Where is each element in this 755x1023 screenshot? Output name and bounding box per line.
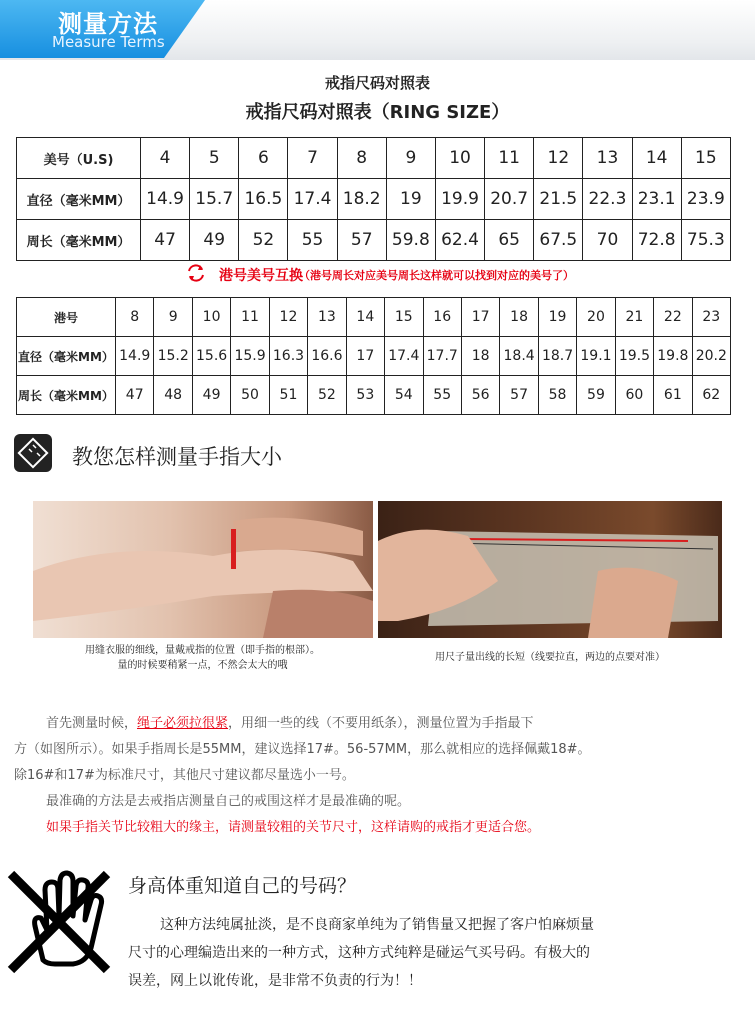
table-cell: 70 (583, 220, 632, 261)
table-cell: 16 (423, 298, 461, 337)
section-header (0, 0, 755, 60)
table-cell: 13 (308, 298, 346, 337)
photo-finger-thread (33, 501, 373, 638)
table-cell: 17.7 (423, 337, 461, 376)
instruction-line-2: 方（如图所示）。如果手指周长是55MM，建议选择17#。56-57MM，那么就相应的选择佩戴18#。 (14, 742, 591, 757)
table-cell: 19 (386, 179, 435, 220)
caption-left-2: 量的时候要稍紧一点，不然会太大的哦 (117, 660, 288, 671)
table-cell: 19.5 (615, 337, 653, 376)
table-cell: 4 (141, 138, 190, 179)
row-label: 直径（毫米MM） (17, 337, 116, 376)
no-hand-icon (5, 868, 113, 976)
table-cell: 62 (692, 376, 730, 415)
table-cell: 21.5 (534, 179, 583, 220)
warning-line-2: 尺寸的心理编造出来的一种方式，这种方式纯粹是碰运气买号码。有极大的 (128, 945, 590, 961)
hk-size-table (16, 297, 731, 415)
table-cell: 7 (288, 138, 337, 179)
table-cell: 23.1 (632, 179, 681, 220)
table-row (17, 298, 731, 337)
row-label: 周长（毫米MM） (17, 376, 116, 415)
table-row (17, 376, 731, 415)
table-cell: 55 (423, 376, 461, 415)
table-cell: 48 (154, 376, 192, 415)
table-cell: 19.8 (654, 337, 692, 376)
table-cell: 6 (239, 138, 288, 179)
table-cell: 19.1 (577, 337, 615, 376)
table-cell: 12 (269, 298, 307, 337)
table-row (17, 138, 731, 179)
table-cell: 14.9 (116, 337, 154, 376)
table-cell: 21 (615, 298, 653, 337)
table-cell: 17.4 (385, 337, 423, 376)
table-cell: 18.2 (337, 179, 386, 220)
ruler-icon (14, 434, 52, 472)
caption-left-1: 用缝衣服的细线，量戴戒指的位置（即手指的根部）。 (85, 645, 320, 656)
table-cell: 51 (269, 376, 307, 415)
instruction-line-1a: 首先测量时候， (46, 716, 138, 731)
instruction-highlight: 绳子必须拉很紧 (137, 716, 229, 731)
table-cell: 17 (461, 298, 499, 337)
chart-title-ring-size: 戒指尺码对照表（RING SIZE） (245, 102, 510, 123)
table-cell: 49 (192, 376, 230, 415)
table-cell: 15.6 (192, 337, 230, 376)
instruction-line-1c: ，用细一些的线（不要用纸条），测量位置为手指最下 (228, 716, 534, 731)
table-cell: 17.4 (288, 179, 337, 220)
table-cell: 20.2 (692, 337, 730, 376)
table-cell: 14 (632, 138, 681, 179)
table-cell: 23 (692, 298, 730, 337)
table-cell: 15.9 (231, 337, 269, 376)
table-cell: 65 (485, 220, 534, 261)
warning-line-1: 这种方法纯属扯淡，是不良商家单纯为了销售量又把握了客户怕麻烦量 (160, 917, 594, 933)
table-cell: 60 (615, 376, 653, 415)
us-size-table (16, 137, 731, 261)
table-cell: 75.3 (681, 220, 730, 261)
table-cell: 14 (346, 298, 384, 337)
table-cell: 23.9 (681, 179, 730, 220)
table-cell: 15 (681, 138, 730, 179)
chart-title: 戒指尺码对照表 (324, 74, 430, 92)
table-cell: 19.9 (435, 179, 484, 220)
table-cell: 18.4 (500, 337, 538, 376)
instruction-line-3: 除16#和17#为标准尺寸，其他尺寸建议都尽量选小一号。 (14, 768, 355, 783)
table-cell: 22 (654, 298, 692, 337)
row-label: 美号（U.S) (17, 138, 141, 179)
table-cell: 16.5 (239, 179, 288, 220)
table-cell: 52 (308, 376, 346, 415)
table-cell: 62.4 (435, 220, 484, 261)
table-cell: 5 (190, 138, 239, 179)
table-cell: 19 (538, 298, 576, 337)
how-to-title: 教您怎样测量手指大小 (72, 445, 282, 469)
photo-ruler-measure (378, 501, 722, 638)
size-swap-note (185, 262, 585, 286)
warning-title: 身高体重知道自己的号码？ (128, 875, 357, 897)
table-cell: 57 (500, 376, 538, 415)
caption-right: 用尺子量出线的长短（线要拉直，两边的点要对准） (435, 652, 665, 663)
table-cell: 9 (154, 298, 192, 337)
table-cell: 54 (385, 376, 423, 415)
table-cell: 17 (346, 337, 384, 376)
table-cell: 57 (337, 220, 386, 261)
table-cell: 16.3 (269, 337, 307, 376)
table-cell: 8 (116, 298, 154, 337)
table-cell: 16.6 (308, 337, 346, 376)
warning-line-3: 误差，网上以讹传讹，是非常不负责的行为！！ (128, 973, 422, 989)
table-cell: 9 (386, 138, 435, 179)
swap-title: 港号美号互换 (219, 268, 303, 284)
table-cell: 67.5 (534, 220, 583, 261)
table-cell: 14.9 (141, 179, 190, 220)
how-to-heading (14, 434, 414, 474)
instruction-line-1 (46, 711, 534, 737)
row-label: 周长（毫米MM） (17, 220, 141, 261)
table-cell: 15.7 (190, 179, 239, 220)
table-cell: 49 (190, 220, 239, 261)
table-cell: 22.3 (583, 179, 632, 220)
table-row (17, 337, 731, 376)
table-cell: 15 (385, 298, 423, 337)
table-cell: 18 (461, 337, 499, 376)
table-cell: 47 (116, 376, 154, 415)
row-label: 直径（毫米MM） (17, 179, 141, 220)
table-row (17, 179, 731, 220)
instruction-line-4: 最准确的方法是去戒指店测量自己的戒围这样才是最准确的呢。 (46, 794, 411, 809)
table-cell: 8 (337, 138, 386, 179)
table-cell: 20.7 (485, 179, 534, 220)
table-cell: 10 (192, 298, 230, 337)
table-cell: 11 (231, 298, 269, 337)
table-cell: 55 (288, 220, 337, 261)
header-subtitle: Measure Terms (52, 33, 165, 51)
table-cell: 13 (583, 138, 632, 179)
table-cell: 20 (577, 298, 615, 337)
table-cell: 50 (231, 376, 269, 415)
table-cell: 72.8 (632, 220, 681, 261)
table-cell: 12 (534, 138, 583, 179)
instruction-line-5: 如果手指关节比较粗大的缘主，请测量较粗的关节尺寸，这样请购的戒指才更适合您。 (46, 820, 541, 835)
table-cell: 15.2 (154, 337, 192, 376)
table-cell: 47 (141, 220, 190, 261)
swap-description: （港号周长对应美号周长这样就可以找到对应的美号了） (299, 269, 574, 282)
table-cell: 59.8 (386, 220, 435, 261)
table-cell: 11 (485, 138, 534, 179)
table-cell: 52 (239, 220, 288, 261)
table-cell: 58 (538, 376, 576, 415)
row-label: 港号 (17, 298, 116, 337)
table-cell: 18.7 (538, 337, 576, 376)
table-row (17, 220, 731, 261)
header-title: 测量方法 (58, 10, 158, 38)
table-cell: 53 (346, 376, 384, 415)
table-cell: 56 (461, 376, 499, 415)
swap-icon (185, 262, 207, 284)
table-cell: 61 (654, 376, 692, 415)
table-cell: 10 (435, 138, 484, 179)
table-cell: 18 (500, 298, 538, 337)
table-cell: 59 (577, 376, 615, 415)
